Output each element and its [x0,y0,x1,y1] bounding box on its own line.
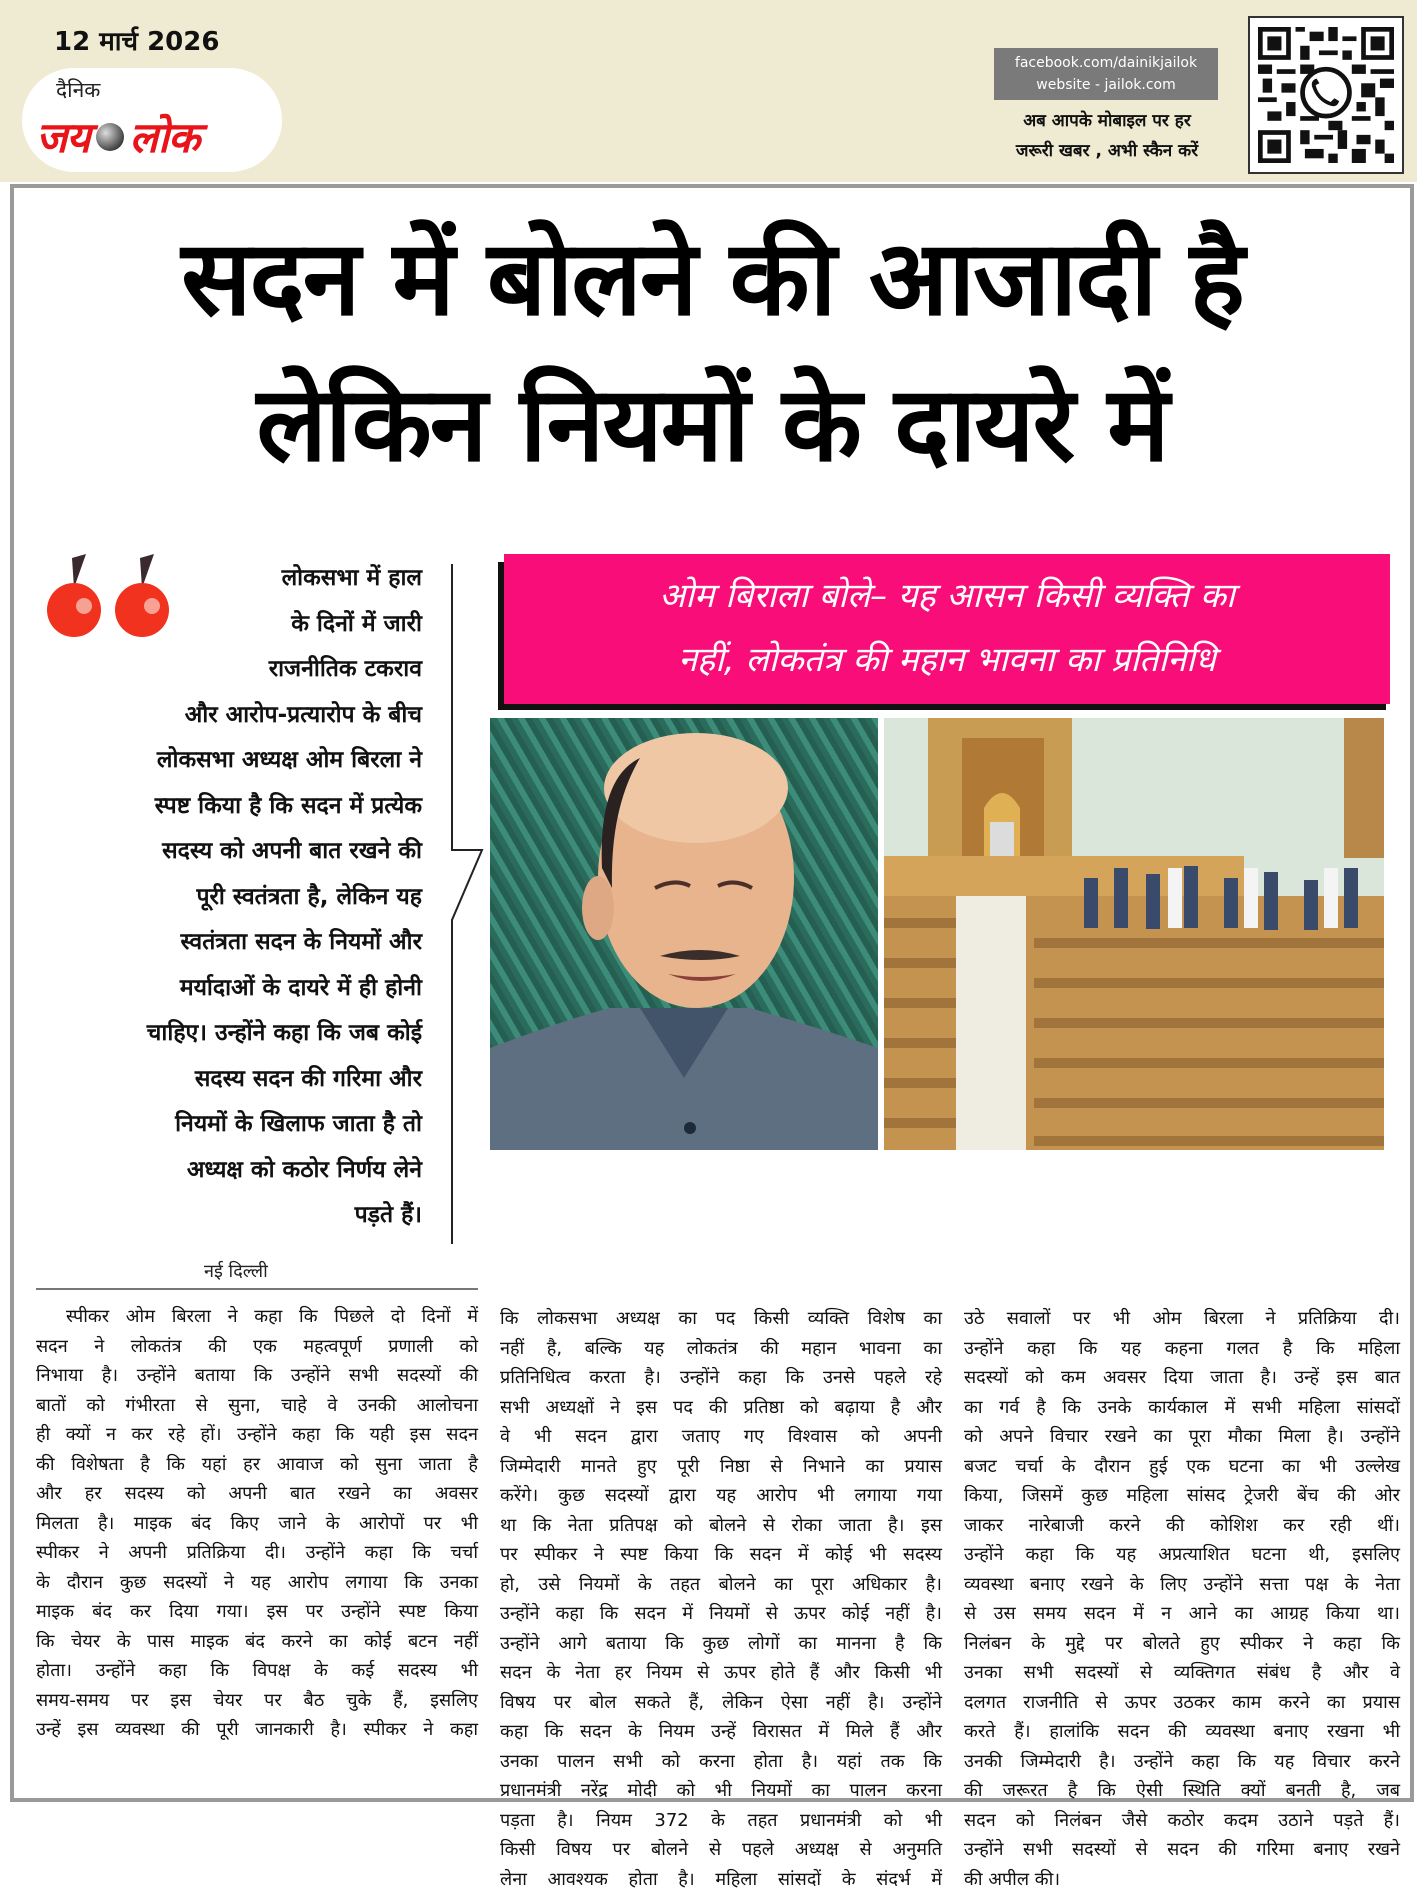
body-line: मिलता है। माइक बंद किए जाने के आरोपों पर भी [36,1509,478,1539]
pull-quote-line: चाहिए। उन्होंने कहा कि जब कोई [38,1011,422,1057]
whatsapp-qr-code-icon[interactable] [1248,16,1404,174]
body-line: दलगत राजनीति से ऊपर उठकर काम करने का प्रयास [964,1688,1400,1718]
article-frame [10,184,1414,1802]
article-column-3 [964,1304,1400,1894]
body-line: जिम्मेदारी मानते हुए पूरी निष्ठा से निभाने का प्रयास [500,1452,942,1482]
headline-line-1: सदन में बोलने की आजादी है [14,218,1410,338]
body-line: उनकी जिम्मेदारी है। उन्होंने कहा कि यह विचार करने [964,1747,1400,1777]
dateline-divider [36,1288,478,1290]
body-line: उन्होंने कहा कि यह अप्रत्याशित घटना थी, इसलिए [964,1540,1400,1570]
body-line: से उस समय सदन में न आने का आग्रह किया था। [964,1599,1400,1629]
article-column-2 [500,1304,942,1894]
body-line: उन्होंने कहा कि यह कहना गलत है कि महिला [964,1334,1400,1364]
body-line: बजट चर्चा के दौरान हुई एक घटना का भी उल्लेख [964,1452,1400,1482]
pull-quote-line: नियमों के खिलाफ जाता है तो [38,1102,422,1148]
newspaper-logo[interactable] [22,68,282,172]
body-line: ही क्यों न कर रहे हों। उन्होंने कहा कि यही इस सदन [36,1420,478,1450]
body-line: निभाया है। उन्होंने बताया कि उन्होंने सभी सदस्यों की [36,1361,478,1391]
body-line: व्यवस्था बनाए रखने के लिए उन्होंने सत्ता पक्ष के नेता [964,1570,1400,1600]
subheadline-banner [504,554,1390,704]
pull-quote [38,556,422,1239]
dateline: नई दिल्ली [204,1259,268,1283]
body-line: उन्हें इस व्यवस्था की पूरी जानकारी है। स्पीकर ने कहा [36,1715,478,1745]
issue-date: 12 मार्च 2026 [54,22,219,58]
promo-line-2: जरूरी खबर , अभी स्कैन करें [992,136,1222,166]
body-line: स्पीकर ने अपनी प्रतिक्रिया दी। उन्होंने कहा कि चर्चा [36,1538,478,1568]
facebook-link[interactable]: facebook.com/dainikjailok [994,52,1218,74]
body-line: उठे सवालों पर भी ओम बिरला ने प्रतिक्रिया दी। [964,1304,1400,1334]
body-line: पड़ता है। नियम 372 के तहत प्रधानमंत्री को भी [500,1806,942,1836]
body-line: नहीं है, बल्कि यह लोकतंत्र की महान भावना का [500,1334,942,1364]
pull-quote-line: लोकसभा अध्यक्ष ओम बिरला ने [38,738,422,784]
body-line: करते हैं। हालांकि सदन की व्यवस्था बनाए रखना भी [964,1717,1400,1747]
pull-quote-line: और आरोप-प्रत्यारोप के बीच [38,693,422,739]
body-line: की अपील की। [964,1865,1400,1894]
body-line: की विशेषता है कि यहां हर आवाज को सुना जाता है [36,1450,478,1480]
body-line: लेना आवश्यक होता है। महिला सांसदों के संदर्भ में [500,1865,942,1894]
social-links-box [994,48,1218,100]
subheadline-line-1: ओम बिराला बोले– यह आसन किसी व्यक्ति का [504,564,1390,628]
body-line: पर स्पीकर ने स्पष्ट किया कि सदन में कोई भी सदस्य [500,1540,942,1570]
body-line: सदन ने लोकतंत्र की एक महत्वपूर्ण प्रणाली को [36,1332,478,1362]
body-line: जाकर नारेबाजी करने की कोशिश कर रही थीं। [964,1511,1400,1541]
callout-bracket [434,564,494,1244]
pull-quote-line: स्वतंत्रता सदन के नियमों और [38,920,422,966]
body-line: को अपने विचार रखने का पूरा मौका मिला है। उन्होंने [964,1422,1400,1452]
body-line: होता। उन्होंने कहा कि विपक्ष के कई सदस्य भी [36,1656,478,1686]
body-line: का गर्व है कि उनके कार्यकाल में सभी महिला सांसदों [964,1393,1400,1423]
photo-speaker [490,718,878,1150]
body-line: कि चेयर के पास माइक बंद करने का कोई बटन नहीं [36,1627,478,1657]
masthead [0,0,1417,182]
body-line: उन्होंने सभी सदस्यों से सदन की गरिमा बनाए रखने [964,1835,1400,1865]
body-line: सभी अध्यक्षों ने इस पद की प्रतिष्ठा को बढ़ाया है और [500,1393,942,1423]
body-line: सदन को निलंबन जैसे कठोर कदम उठाने पड़ते हैं। [964,1806,1400,1836]
body-line: की जरूरत है कि ऐसी स्थिति क्यों बनती है, जब [964,1776,1400,1806]
pull-quote-line: सदस्य को अपनी बात रखने की [38,829,422,875]
qr-code-graphic [1258,26,1394,164]
body-line: करेंगे। कुछ सदस्यों द्वारा यह आरोप भी लगाया गया [500,1481,942,1511]
body-line: किया, जिसमें कुछ महिला सांसद ट्रेजरी बेंच की ओर [964,1481,1400,1511]
pull-quote-line: मर्यादाओं के दायरे में ही होनी [38,966,422,1012]
body-line: सदस्यों को कम अवसर दिया जाता है। उन्हें इस बात [964,1363,1400,1393]
qr-promo-text [992,106,1222,166]
body-line: कहा कि सदन के नियम उन्हें विरासत में मिले हैं और [500,1717,942,1747]
body-line: उन्होंने आगे बताया कि कुछ लोगों का मानना है कि [500,1629,942,1659]
body-line: प्रधानमंत्री नरेंद्र मोदी को भी नियमों का पालन करना [500,1776,942,1806]
article-column-1 [36,1302,478,1745]
body-line: स्पीकर ओम बिरला ने कहा कि पिछले दो दिनों में [36,1302,478,1332]
logo-prefix: दैनिक [56,76,100,104]
body-line: निलंबन के मुद्दे पर बोलते हुए स्पीकर ने कहा कि [964,1629,1400,1659]
body-line: उन्होंने कहा कि सदन में नियमों से ऊपर कोई नहीं है। [500,1599,942,1629]
pull-quote-line: पड़ते हैं। [38,1193,422,1239]
globe-icon [96,123,124,151]
pull-quote-line: राजनीतिक टकराव [38,647,422,693]
website-link[interactable]: website - jailok.com [994,74,1218,96]
body-line: हो, उसे नियमों के तहत बोलने का पूरा अधिकार है। [500,1570,942,1600]
subheadline-line-2: नहीं, लोकतंत्र की महान भावना का प्रतिनिधि [504,628,1390,692]
body-line: बातों को गंभीरता से सुना, चाहे वे उनकी आलोचना [36,1391,478,1421]
body-line: सदन के नेता हर नियम से ऊपर होते हैं और किसी भी [500,1658,942,1688]
body-line: कि लोकसभा अध्यक्ष का पद किसी व्यक्ति विशेष का [500,1304,942,1334]
body-line: विषय पर बोल सकते हैं, लेकिन ऐसा नहीं है। उन्होंने [500,1688,942,1718]
pull-quote-line: के दिनों में जारी [38,602,422,648]
pull-quote-line: पूरी स्वतंत्रता है, लेकिन यह [38,875,422,921]
body-line: प्रतिनिधित्व करता है। उन्होंने कहा कि उनसे पहले रहे [500,1363,942,1393]
pull-quote-line: लोकसभा में हाल [38,556,422,602]
body-line: उनका पालन सभी को करना होता है। यहां तक कि [500,1747,942,1777]
chamber-graphic [884,718,1384,1150]
pull-quote-line: सदस्य सदन की गरिमा और [38,1057,422,1103]
body-line: वे भी सदन द्वारा जताए गए विश्वास को अपनी [500,1422,942,1452]
body-line: और हर सदस्य को अपनी बात रखने का अवसर [36,1479,478,1509]
body-line: के दौरान कुछ सदस्यों ने यह आरोप लगाया कि उनका [36,1568,478,1598]
promo-line-1: अब आपके मोबाइल पर हर [992,106,1222,136]
logo-wordmark [36,108,199,165]
logo-word-lok: लोक [130,108,200,165]
photo-lok-sabha-chamber [884,718,1384,1150]
headline-line-2: लेकिन नियमों के दायरे में [14,364,1410,484]
speaker-portrait-graphic [490,718,878,1150]
body-line: उनका सभी सदस्यों से व्यक्तिगत संबंध है और वे [964,1658,1400,1688]
body-line: किसी विषय पर बोलने से पहले अध्यक्ष से अनुमति [500,1835,942,1865]
body-line: माइक बंद कर दिया गया। इस पर उन्होंने स्पष्ट किया [36,1597,478,1627]
body-line: समय-समय पर इस चेयर पर बैठ चुके हैं, इसलिए [36,1686,478,1716]
pull-quote-line: अध्यक्ष को कठोर निर्णय लेने [38,1148,422,1194]
pull-quote-line: स्पष्ट किया है कि सदन में प्रत्येक [38,784,422,830]
logo-word-jai: जय [36,108,90,165]
body-line: था कि नेता प्रतिपक्ष को बोलने से रोका जाता है। इस [500,1511,942,1541]
